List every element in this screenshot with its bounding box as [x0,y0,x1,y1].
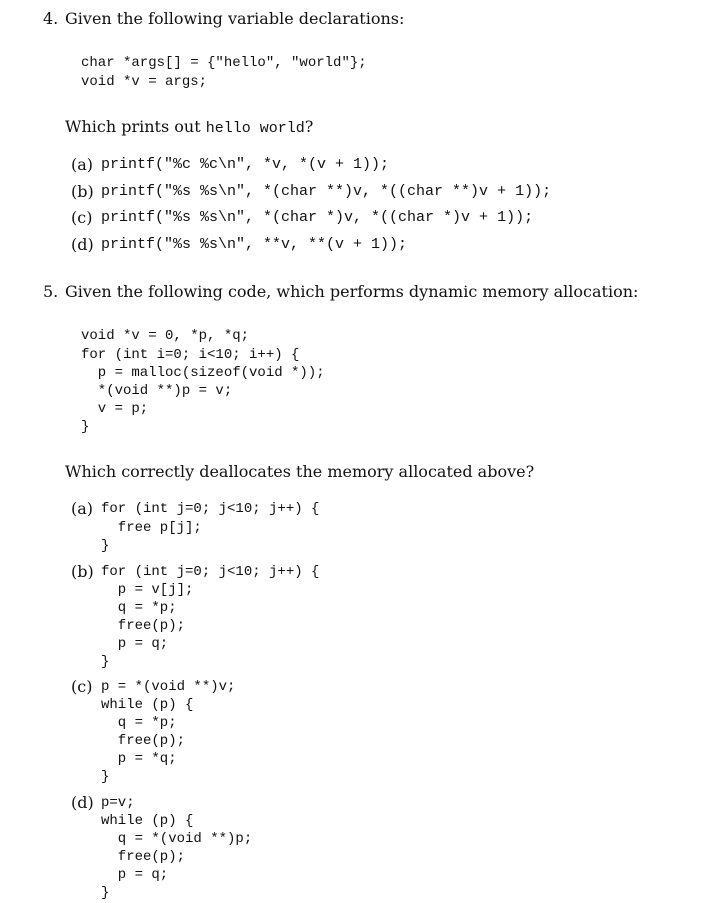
q5-option-b-line: p = q; [101,636,169,652]
q5-option-a-line: } [101,538,110,554]
q5-code-line: v = p; [81,401,149,417]
q5-option-d-line: } [101,885,110,901]
q5-option-c-line: q = *p; [101,715,177,731]
q4-option-a-label: (a) [71,155,94,174]
q4-code-line: char *args[] = {"hello", "world"}; [81,55,367,71]
q4-question-prefix: Which prints out [65,117,206,136]
q5-code-line: *(void **)p = v; [81,383,233,399]
q5-code-line: for (int i=0; i<10; i++) { [81,347,300,363]
q5-option-d-line: p = q; [101,867,169,883]
q5-option-c-label: (c) [71,677,93,696]
q4-option-d-code: printf("%s %s\n", **v, **(v + 1)); [101,236,408,253]
q5-option-a-line: free p[j]; [101,520,202,536]
q4-question-code: hello world [205,120,305,137]
q5-option-d-label: (d) [71,793,94,812]
q4-prompt: Given the following variable declarations: [65,9,405,28]
q5-option-d-line: free(p); [101,849,186,865]
q5-option-b-line: p = v[j]; [101,582,194,598]
q5-option-b-line: } [101,654,110,670]
q5-code-line: p = malloc(sizeof(void *)); [81,365,325,381]
q5-option-c-line: free(p); [101,733,186,749]
q4-option-b-label: (b) [71,182,94,201]
q5-option-b-line: free(p); [101,618,186,634]
q4-option-d-label: (d) [71,235,94,254]
q5-question: Which correctly deallocates the memory allocated above? [65,462,535,481]
q4-number: 4. [43,9,59,28]
q5-code-line: void *v = 0, *p, *q; [81,328,250,344]
q4-option-a-code: printf("%c %c\n", *v, *(v + 1)); [101,156,390,173]
q5-number: 5. [43,282,59,301]
q5-option-d-line: while (p) { [101,813,194,829]
q4-option-c-label: (c) [71,208,93,227]
q5-option-c-line: } [101,769,110,785]
q5-option-b-label: (b) [71,562,94,581]
q4-option-b-code: printf("%s %s\n", *(char **)v, *((char **)v + 1)); [101,183,552,200]
q5-option-c-line: p = *q; [101,751,177,767]
q5-code-line: } [81,419,90,435]
q5-option-a-label: (a) [71,499,94,518]
q5-option-c-line: p = *(void **)v; [101,679,236,695]
q5-option-b-line: for (int j=0; j<10; j++) { [101,564,320,580]
q4-option-c-code: printf("%s %s\n", *(char *)v, *((char *)v + 1)); [101,209,534,226]
q5-prompt: Given the following code, which performs dynamic memory allocation: [65,282,639,301]
q4-question [65,117,313,139]
q5-option-a-line: for (int j=0; j<10; j++) { [101,501,320,517]
q5-option-b-line: q = *p; [101,600,177,616]
q4-question-suffix: ? [304,117,314,136]
q5-option-d-line: q = *(void **)p; [101,831,253,847]
q4-code-line: void *v = args; [81,74,208,90]
q5-option-c-line: while (p) { [101,697,194,713]
q5-option-d-line: p=v; [101,795,135,811]
